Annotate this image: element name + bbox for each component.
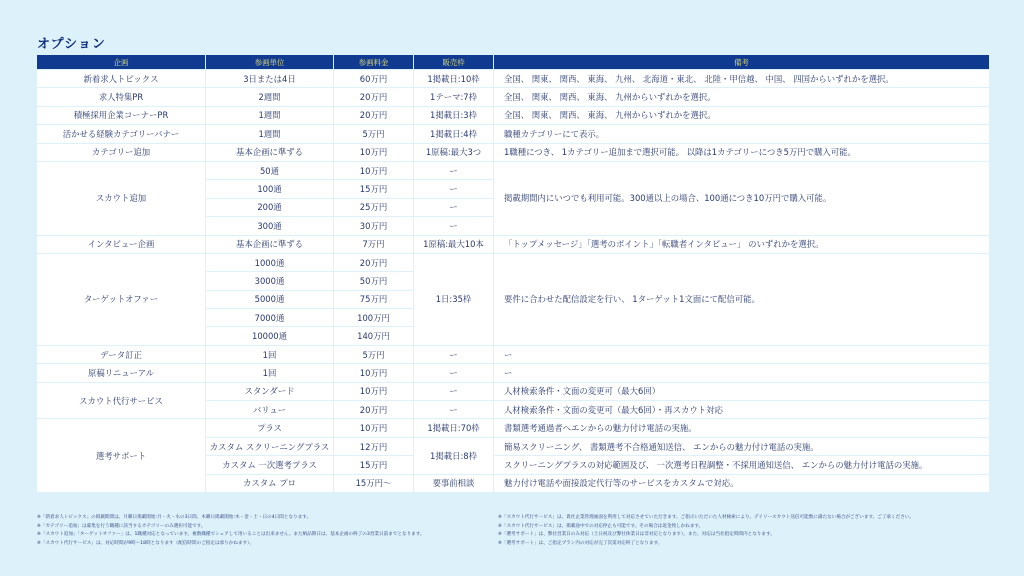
- footnote: ※「スカウト追加」「ターゲットオファー」は、1職種対応となっています。複数職種でシェアして用いることは出来ません。また納品期日は、基本企画の終了の3営業日前までとなります。: [37, 532, 425, 538]
- plan-slots: 1掲載日:4枠: [414, 125, 494, 143]
- plan-name: カテゴリー追加: [37, 143, 206, 161]
- plan-price: 5万円: [334, 345, 414, 363]
- plan-price: 5万円: [334, 125, 414, 143]
- footnote: ※「スカウト代行サービス」は、対応時間が9時〜18時となります（配信時間のご指定は承りかねます）。: [37, 540, 255, 546]
- plan-name: 選考サポート: [37, 419, 206, 493]
- plan-unit: 基本企画に準ずる: [206, 235, 334, 253]
- table-row: [37, 253, 990, 271]
- plan-note: ー: [494, 345, 990, 363]
- plan-price: 10万円: [334, 364, 414, 382]
- footnote: ※「カテゴリー追加」は募集を行う職種に該当するカテゴリーのみ選択可能です。: [37, 523, 206, 529]
- plan-unit: 50通: [206, 161, 334, 179]
- plan-note: 全国、 関東、 関西、 東海、 九州、 北海道・東北、 北陸・甲信越、 中国、 四国からいずれかを選択。: [494, 70, 990, 88]
- plan-unit: 1週間: [206, 125, 334, 143]
- plan-name: インタビュー企画: [37, 235, 206, 253]
- plan-price: 25万円: [334, 198, 414, 216]
- footnote: ※「選考サポート」は、弊社営業日のみ対応（土日祝及び弊社休業日は非対応となります）。また、対応は当社指定時間内となります。: [498, 532, 775, 538]
- plan-price: 75万円: [334, 290, 414, 308]
- plan-price: 100万円: [334, 309, 414, 327]
- plan-unit: スタンダード: [206, 382, 334, 400]
- plan-unit: カスタム プロ: [206, 474, 334, 492]
- plan-unit: 2週間: [206, 88, 334, 106]
- plan-slots: 1原稿:最大10本: [414, 235, 494, 253]
- plan-slots: ー: [414, 180, 494, 198]
- table-row: [37, 161, 990, 179]
- plan-unit: バリュー: [206, 401, 334, 419]
- plan-price: 10万円: [334, 161, 414, 179]
- plan-slots: 1テーマ:7枠: [414, 88, 494, 106]
- plan-slots: ー: [414, 161, 494, 179]
- plan-price: 15万円〜: [334, 474, 414, 492]
- table-row: [37, 88, 990, 106]
- footnote: ※「選考サポート」は、ご指定プラン内の対応が完了次第対応終了となります。: [498, 540, 663, 546]
- plan-slots: 1掲載日:10枠: [414, 70, 494, 88]
- plan-unit: 10000通: [206, 327, 334, 345]
- footnote: ※「スカウト代行サービス」は、貴社企業管理画面を利用して対応させていただきます。ご指示いただいた人材検索により、デイリースカウト送信可能数に満たない場合がございます。ご了承ください。: [498, 515, 915, 520]
- plan-note: 全国、 関東、 関西、 東海、 九州からいずれかを選択。: [494, 106, 990, 124]
- plan-name: 積極採用企業コーナーPR: [37, 106, 206, 124]
- header-notes: 備考: [494, 55, 990, 70]
- plan-note: 要件に合わせた配信設定を行い、 1ターゲット1文面にて配信可能。: [494, 253, 990, 345]
- plan-note: スクリーニングプラスの対応範囲及び、 一次選考日程調整・不採用通知送信、 エンからの魅力付け電話の実施。: [494, 456, 990, 474]
- plan-name: 求人特集PR: [37, 88, 206, 106]
- plan-unit: カスタム スクリーニングプラス: [206, 437, 334, 455]
- plan-slots: ー: [414, 382, 494, 400]
- plan-unit: 基本企画に準ずる: [206, 143, 334, 161]
- plan-unit: 3000通: [206, 272, 334, 290]
- table-row: [37, 125, 990, 143]
- plan-slots: 要事前相談: [414, 474, 494, 492]
- plan-unit: 5000通: [206, 290, 334, 308]
- plan-note: 職種カテゴリーにて表示。: [494, 125, 990, 143]
- table-row: [37, 106, 990, 124]
- plan-name: 新着求人トピックス: [37, 70, 206, 88]
- plan-note: 人材検索条件・文面の変更可（最大6回）・再スカウト対応: [494, 401, 990, 419]
- plan-price: 20万円: [334, 88, 414, 106]
- plan-price: 140万円: [334, 327, 414, 345]
- header-unit: 参画単位: [206, 55, 334, 70]
- plan-slots: ー: [414, 217, 494, 235]
- plan-unit: プラス: [206, 419, 334, 437]
- options-table: [36, 54, 990, 493]
- table-row: [37, 70, 990, 88]
- footnote: ※「スカウト代行サービス」は、掲載途中での対応停止も可能です。その場合は返金致しかねます。: [498, 523, 704, 529]
- plan-name: スカウト追加: [37, 161, 206, 235]
- plan-unit: 1回: [206, 364, 334, 382]
- plan-unit: 3日または4日: [206, 70, 334, 88]
- plan-note: 1職種につき、 1カテゴリー追加まで選択可能。 以降は1カテゴリーにつき5万円で購入可能。: [494, 143, 990, 161]
- plan-unit: 1回: [206, 345, 334, 363]
- plan-slots: 1原稿:最大3つ: [414, 143, 494, 161]
- header-slots: 販売枠: [414, 55, 494, 70]
- plan-name: データ訂正: [37, 345, 206, 363]
- plan-slots: ー: [414, 345, 494, 363]
- plan-note: 魅力付け電話や面接設定代行等のサービスをカスタムで対応。: [494, 474, 990, 492]
- plan-price: 12万円: [334, 437, 414, 455]
- page-title: オプション: [37, 37, 106, 52]
- plan-unit: 300通: [206, 217, 334, 235]
- plan-price: 15万円: [334, 180, 414, 198]
- plan-slots: 1掲載日:70枠: [414, 419, 494, 437]
- plan-price: 20万円: [334, 253, 414, 271]
- plan-unit: 1週間: [206, 106, 334, 124]
- plan-price: 20万円: [334, 401, 414, 419]
- header-price: 参画料金: [334, 55, 414, 70]
- plan-price: 10万円: [334, 143, 414, 161]
- plan-slots: 1日:35枠: [414, 253, 494, 345]
- table-row: [37, 235, 990, 253]
- table-row: [37, 382, 990, 400]
- footnotes-right: [498, 514, 914, 548]
- plan-slots: ー: [414, 401, 494, 419]
- plan-slots: 1掲載日:8枠: [414, 437, 494, 474]
- footnote: ※「新着求人トピックス」の掲載期間は、月曜日掲載開始:月・火・水の3日間、木曜日掲載開始:木・金・土・日の4日間となります。: [37, 515, 312, 520]
- plan-slots: ー: [414, 198, 494, 216]
- plan-unit: 7000通: [206, 309, 334, 327]
- plan-price: 20万円: [334, 106, 414, 124]
- plan-price: 15万円: [334, 456, 414, 474]
- plan-note: 掲載期間内にいつでも利用可能。300通以上の場合、100通につき10万円で購入可能。: [494, 161, 990, 235]
- plan-name: スカウト代行サービス: [37, 382, 206, 419]
- plan-slots: ー: [414, 364, 494, 382]
- plan-note: 簡易スクリーニング、 書類選考不合格通知送信、 エンからの魅力付け電話の実施。: [494, 437, 990, 455]
- plan-price: 10万円: [334, 419, 414, 437]
- plan-slots: 1掲載日:3枠: [414, 106, 494, 124]
- plan-note: 人材検索条件・文面の変更可（最大6回）: [494, 382, 990, 400]
- footnotes-left: [37, 514, 425, 548]
- plan-unit: 1000通: [206, 253, 334, 271]
- plan-name: 原稿リニューアル: [37, 364, 206, 382]
- plan-note: ー: [494, 364, 990, 382]
- plan-unit: 100通: [206, 180, 334, 198]
- plan-price: 10万円: [334, 382, 414, 400]
- table-row: [37, 364, 990, 382]
- table-row: [37, 345, 990, 363]
- header-plan: 企画: [37, 55, 206, 70]
- plan-note: 全国、 関東、 関西、 東海、 九州からいずれかを選択。: [494, 88, 990, 106]
- plan-note: 「トップメッセージ」「選考のポイント」「転職者インタビュー」 のいずれかを選択。: [494, 235, 990, 253]
- plan-name: 活かせる経験カテゴリーバナー: [37, 125, 206, 143]
- plan-price: 50万円: [334, 272, 414, 290]
- plan-note: 書類選考通過者へエンからの魅力付け電話の実施。: [494, 419, 990, 437]
- table-row: [37, 143, 990, 161]
- plan-price: 30万円: [334, 217, 414, 235]
- table-header-row: [37, 55, 990, 70]
- plan-unit: 200通: [206, 198, 334, 216]
- plan-price: 60万円: [334, 70, 414, 88]
- table-row: [37, 419, 990, 437]
- plan-price: 7万円: [334, 235, 414, 253]
- plan-unit: カスタム 一次選考プラス: [206, 456, 334, 474]
- plan-name: ターゲットオファー: [37, 253, 206, 345]
